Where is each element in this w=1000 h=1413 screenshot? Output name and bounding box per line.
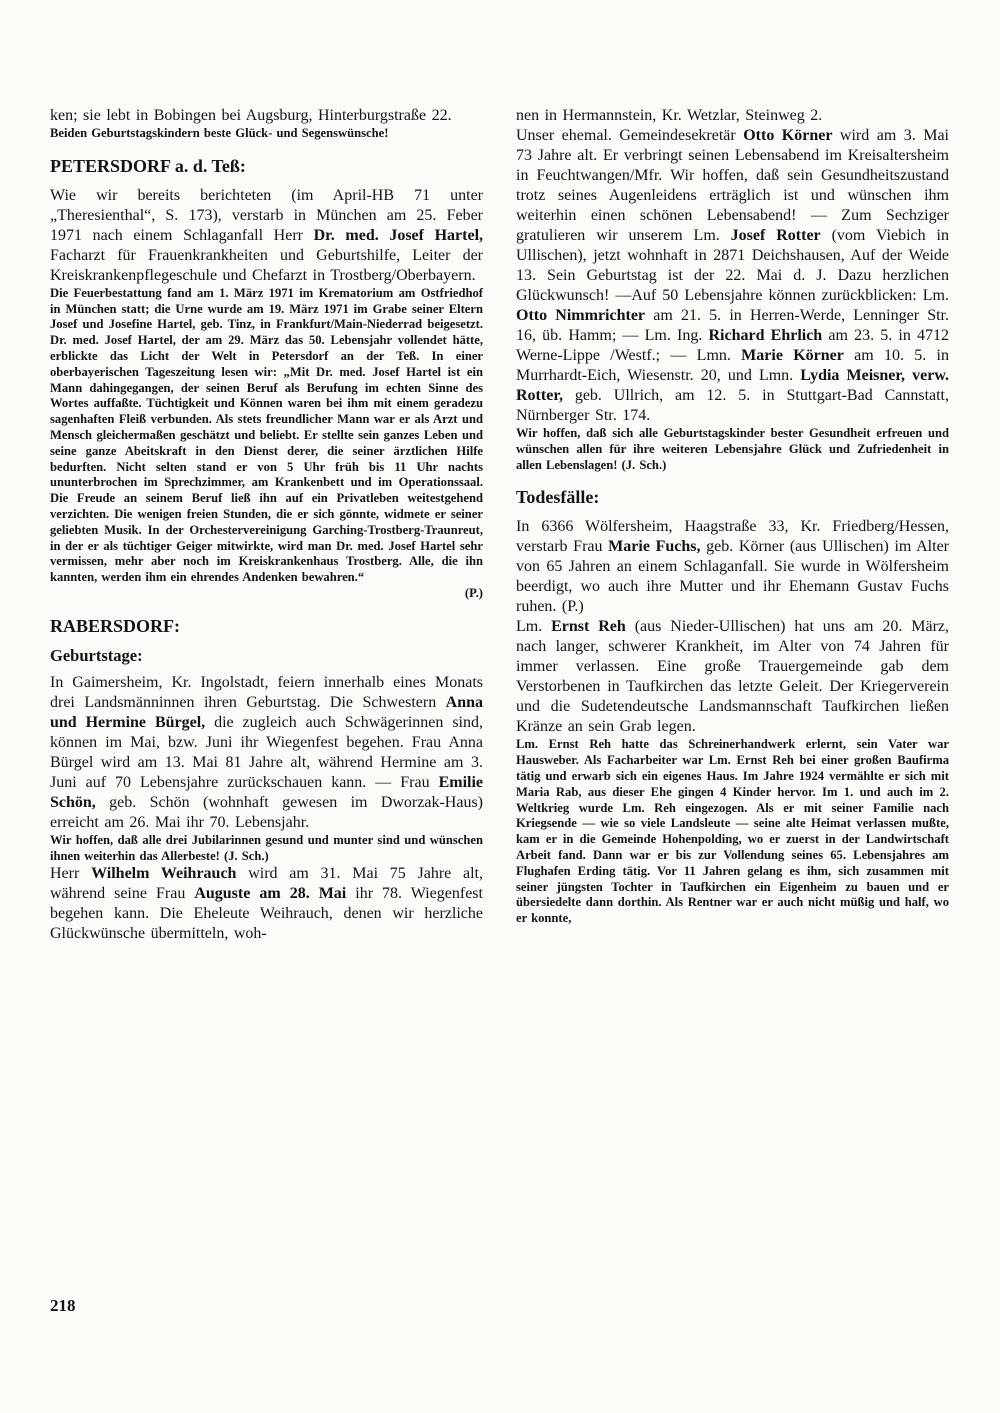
text-segment: die zugleich auch Schwägerinnen sind, können im Mai, bzw. Juni ihr Wiegenfest begehen. Frau Anna Bürgel wird am 13. Mai 81 Jahre alt, während Hermine am 3. Juni auf 70 Lebensjahre zurückschauen kann. — Frau xyxy=(50,713,483,791)
text-segment: Unser ehemal. Gemeindesekretär xyxy=(516,127,744,144)
emphasized-name-text: Marie Fuchs, xyxy=(608,538,701,556)
text-segment: In Gaimersheim, Kr. Ingolstadt, feiern innerhalb eines Monats drei Landsmänninnen ihren Geburtstag. Die Schwestern xyxy=(50,673,483,711)
text-segment: Wir hoffen, daß sich alle Geburtstagskinder bester Gesundheit erfreuen und wünschen allen für ihre weiteren Lebensjahre Glück und Zufriedenheit in allen Lebenslagen! (J. Sch.) xyxy=(516,426,949,472)
emphasized-name-text: Josef Rotter xyxy=(730,227,821,244)
text-segment: Facharzt für Frauenkrankheiten und Geburtshilfe, Leiter der Kreiskrankenpflegeschule und Chefarzt in Trostberg/Oberbayern. xyxy=(50,246,483,284)
text-segment: RABERSDORF: xyxy=(50,615,181,636)
emphasized-name-text: Emilie Schön, xyxy=(50,773,483,811)
birthdays-gaimersheim-paragraph xyxy=(50,673,483,833)
emphasized-name-text: Otto Nimmrichter xyxy=(516,307,646,324)
emphasized-name-text: Ernst Reh xyxy=(551,618,626,636)
fine-print-birthday-wishes xyxy=(50,126,483,142)
fine-print-jubilarinnen-wishes xyxy=(50,833,483,865)
fine-print-hartel-obituary xyxy=(50,286,483,586)
text-segment: Wir hoffen, daß alle drei Jubilarinnen gesund und munter sind und wünschen ihnen weiterhin das Allerbeste! (J. Sch.) xyxy=(50,832,483,863)
birthdays-koerner-rotter-paragraph xyxy=(516,126,949,426)
text-segment: In 6366 Wölfersheim, Haagstraße 33, Kr. Friedberg/Hessen, verstarb Frau xyxy=(516,518,949,556)
emphasized-name-text: Lydia Meisner, verw. Rotter, xyxy=(516,367,949,404)
text-segment: nen in Hermannstein, Kr. Wetzlar, Steinweg 2. xyxy=(516,107,823,124)
text-segment: wird am 3. Mai 73 Jahre alt. Er verbringt seinen Lebensabend im Kreisaltersheim in Feuchtwangen/Mfr. Wir hoffen, daß sein Gesundheitszustand trotz seines Augenleidens erträglich ist und wünschen ihm weiterhin einen schönen Lebensabend! — Zum Sechziger gratulieren wir unserem Lm. xyxy=(516,127,949,244)
obituary-reh-paragraph xyxy=(516,617,949,737)
text-segment: ken; sie lebt in Bobingen bei Augsburg, Hinterburgstraße 22. xyxy=(50,107,452,124)
text-segment: Wie wir bereits berichteten (im April-HB 71 unter „Theresienthal“, S. 173), verstarb in München am 25. Feber 1971 nach einem Schlaganfall Herr xyxy=(50,186,483,244)
todesfaelle-heading xyxy=(516,486,949,508)
page-number: 218 xyxy=(50,1296,76,1315)
emphasized-name-text: Marie Körner xyxy=(741,347,844,364)
geburtstage-subheading xyxy=(50,646,483,666)
birthdays-weihrauch-paragraph xyxy=(50,864,483,944)
emphasized-name-text: Richard Ehrlich xyxy=(708,327,823,344)
left-column xyxy=(50,106,483,944)
continuation-paragraph-hermannstein xyxy=(516,106,949,126)
right-column xyxy=(516,106,949,944)
text-segment: Geburtstage: xyxy=(50,645,143,665)
text-segment: Lm. Ernst Reh hatte das Schreinerhandwerk erlernt, sein Vater war Hausweber. Als Facharbeiter war Lm. Ernst Reh bei einer großen Baufirma tätig und erwarb sich ein eigenes Haus. Im Jahre 1924 vermählte er sich mit Maria Rab, aus dieser Ehe gingen 4 Kinder hervor. Im 1. und auch im 2. Weltkrieg wurde Lm. Reh eingezogen. Als er mit seiner Familie nach Kriegsende — wie so viele Landsleute — seine alte Heimat verlassen mußte, kam er in die Gemeinde Hohenpolding, wo er zuerst in der Landwirtschaft Arbeit fand. Dann war er bis zur Vollendung seines 65. Lebensjahres am Flughafen Erding tätig. Vor 11 Jahren gelang es ihm, sich zusammen mit seiner jüngsten Tochter in Taufkirchen ein Eigenheim zu bauen und er übersiedelte dann dorthin. Als Rentner war er auch nicht müßig und half, wo er konnte, xyxy=(516,737,949,926)
text-segment: geb. Körner (aus Ullischen) im Alter von 65 Jahren an einem Schlaganfall. Sie wurde in Wölfersheim beerdigt, wo auch ihre Mutter und ihr Ehemann Gustav Fuchs ruhen. (P.) xyxy=(516,538,950,616)
text-segment: geb. Schön (wohnhaft gewesen im Dworzak-Haus) erreicht am 26. Mai ihr 70. Lebensjahr. xyxy=(50,793,483,831)
emphasized-name-text: Wilhelm Weihrauch xyxy=(91,865,237,883)
text-segment: Herr xyxy=(50,865,92,883)
text-segment: (vom Viebich in Ullischen), jetzt wohnhaft in 2871 Deichshausen, Auf der Weide 13. Sein Geburtstag ist der 22. Mai d. J. Dazu herzlichen Glückwunsch! —Auf 50 Lebensjahre können zurückblicken: Lm. xyxy=(516,227,949,304)
obituary-hartel-paragraph xyxy=(50,186,483,286)
text-segment: PETERSDORF a. d. Teß: xyxy=(50,155,246,176)
rabersdorf-heading xyxy=(50,615,483,637)
fine-print-geburtstagskinder-wishes xyxy=(516,426,949,473)
obituary-fuchs-paragraph xyxy=(516,517,949,617)
emphasized-name-text: Otto Körner xyxy=(743,127,833,144)
two-column-text-area xyxy=(50,106,950,944)
text-segment: (P.) xyxy=(464,585,483,600)
text-segment: Beiden Geburtstagskindern beste Glück- und Segenswünsche! xyxy=(50,126,389,140)
emphasized-name-text: Anna und Hermine Bürgel, xyxy=(50,693,483,731)
fine-print-reh-biography xyxy=(516,737,949,927)
text-segment: am 10. 5. in Murrhardt-Eich, Wiesenstr. 20, und Lmn. xyxy=(516,347,949,384)
text-segment: ihr 78. Wiegenfest begehen kann. Die Eheleute Weihrauch, denen wir herzliche Glückwünsche übermitteln, woh- xyxy=(50,885,483,943)
emphasized-name-text: Dr. med. Josef Hartel, xyxy=(313,226,484,244)
fine-print-signature-p xyxy=(50,586,483,602)
text-segment: Lm. xyxy=(516,618,552,636)
continuation-paragraph-bobingen xyxy=(50,106,483,126)
text-segment: (aus Nieder-Ullischen) hat uns am 20. März, nach langer, schwerer Krankheit, im Alter von 74 Jahren für immer verlassen. Eine große Trauergemeinde gab dem Verstorbenen in Taufkirchen das letzte Geleit. Der Kriegerverein und die Sudetendeutsche Landsmannschaft Taufkirchen ließen Kränze an sein Grab legen. xyxy=(516,618,950,736)
petersdorf-heading xyxy=(50,155,483,177)
emphasized-name-text: Auguste am 28. Mai xyxy=(194,885,347,903)
text-segment: am 23. 5. in 4712 Werne-Lippe /Westf.; — Lmn. xyxy=(516,327,949,364)
text-segment: Die Feuerbestattung fand am 1. März 1971 im Krematorium am Ostfriedhof in München statt; die Urne wurde am 19. März 1971 im Grabe seiner Eltern Josef und Josefine Hartel, geb. Tinz, in Frankfurt/Main-Niederrad beigesetzt. Dr. med. Josef Hartel, der am 29. März das 50. Lebensjahr vollendet hätte, erblickte das Licht der Welt in Petersdorf an der Teß. In einer oberbayerischen Tageszeitung lesen wir: „Mit Dr. med. Josef Hartel ist ein Mann dahingegangen, der seinen Beruf als Berufung im echten Sinne des Wortes auffaßte. Tüchtigkeit und Können waren bei ihm mit einem geradezu sagenhaften Fleiß verbunden. Als stets freundlicher Mann war er als Arzt und Mensch gleichermaßen geschätzt und beliebt. Er stellte sein ganzes Leben und seine ganze Abeitskraft in den Dienst derer, die seiner ärztlichen Hilfe bedurften. Nicht selten stand er von 5 Uhr früh bis 11 Uhr nachts ununterbrochen im Sprechzimmer, am Krankenbett und im Operationssaal. Die Freude an seinem Beruf ließ ihn auf ein Privatleben weitestgehend verzichten. Die wenigen freien Stunden, die er sich gönnte, widmete er seiner geliebten Musik. In der Orchestervereinigung Garching-Trostberg-Traunreut, in der er als tüchtiger Geiger mitwirkte, wird man Dr. med. Josef Hartel sehr vermissen, mehr aber noch im Kreiskrankenhaus Trostberg. Alle, die ihn kannten, werden ihm ein ehrendes Andenken bewahren.“ xyxy=(50,285,483,585)
text-segment: wird am 31. Mai 75 Jahre alt, während seine Frau xyxy=(50,865,484,903)
text-segment: am 21. 5. in Herren-Werde, Lenninger Str. 16, üb. Hamm; — Lm. Ing. xyxy=(516,307,949,344)
text-segment: Todesfälle: xyxy=(516,487,600,508)
text-segment: geb. Ullrich, am 12. 5. in Stuttgart-Bad Cannstatt, Nürnberger Str. 174. xyxy=(516,387,949,424)
